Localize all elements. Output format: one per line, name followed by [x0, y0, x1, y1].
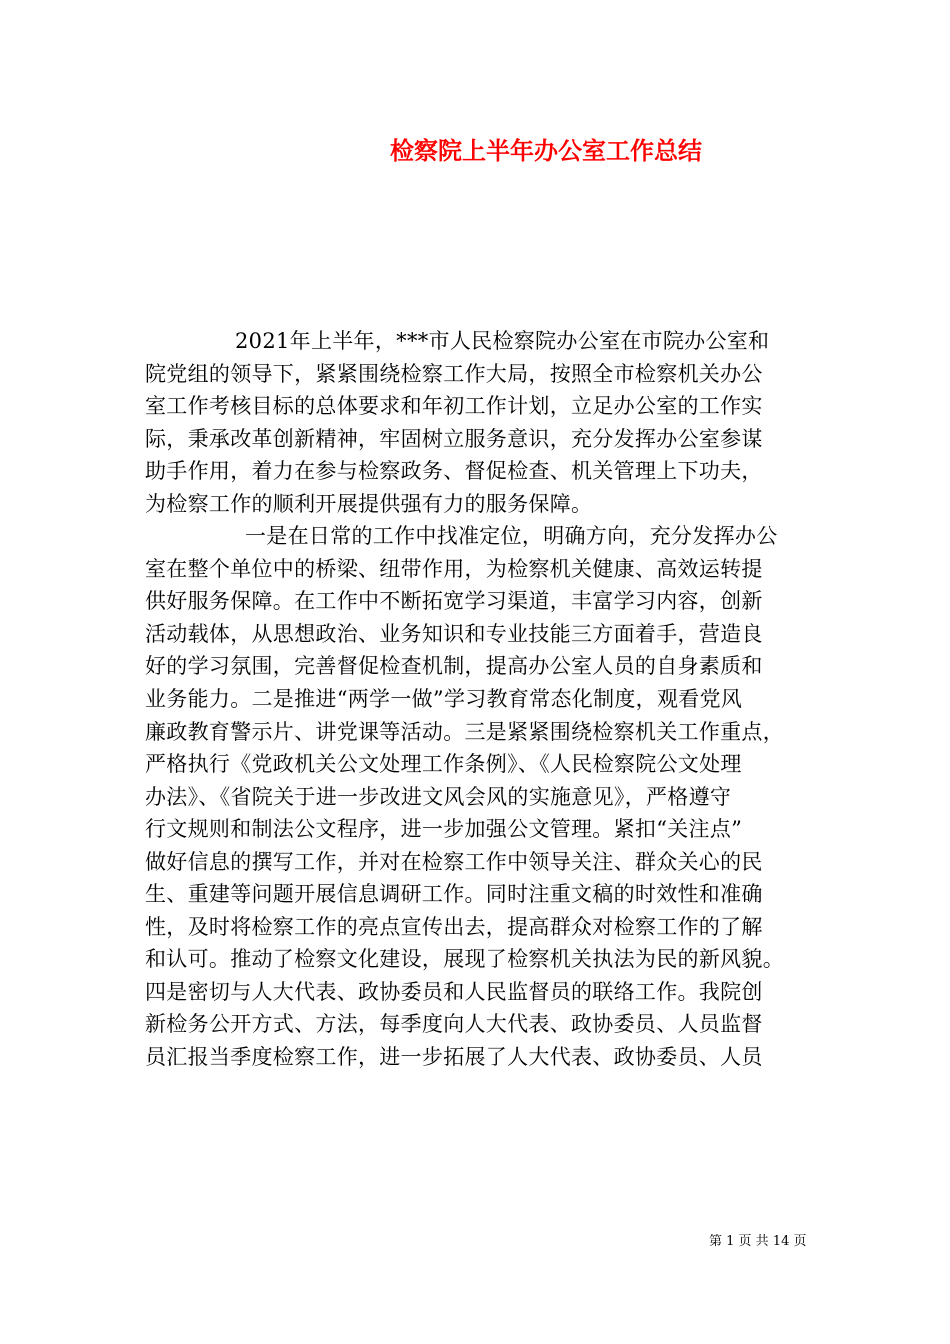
document-body	[145, 325, 820, 1074]
paragraph-line: 际，秉承改革创新精神，牢固树立服务意识，充分发挥办公室参谋	[145, 426, 763, 451]
paragraph-line: 室在整个单位中的桥梁、纽带作用，为检察机关健康、高效运转提	[145, 556, 763, 581]
paragraph-line: 行文规则和制法公文程序，进一步加强公文管理。紧扣“关注点”	[145, 817, 743, 842]
paragraph-line: 好的学习氛围，完善督促检查机制，提高办公室人员的自身素质和	[145, 654, 763, 679]
paragraph-line: 助手作用，着力在参与检察政务、督促检查、机关管理上下功夫，	[145, 459, 763, 484]
document-title: 检察院上半年办公室工作总结	[390, 137, 702, 165]
page-number-footer: 第 1 页 共 14 页	[709, 1234, 807, 1249]
paragraph-line: 四是密切与人大代表、政协委员和人民监督员的联络工作。我院创	[145, 979, 763, 1004]
paragraph-line: 严格执行《党政机关公文处理工作条例》、《人民检察院公文处理	[145, 752, 742, 777]
paragraph-line: 员汇报当季度检察工作，进一步拓展了人大代表、政协委员、人员	[145, 1045, 763, 1070]
paragraph-line: 和认可。推动了检察文化建设，展现了检察机关执法为民的新风貌。	[145, 947, 784, 972]
paragraph-line: 院党组的领导下，紧紧围绕检察工作大局，按照全市检察机关办公	[145, 361, 763, 386]
paragraph-line: 廉政教育警示片、讲党课等活动。三是紧紧围绕检察机关工作重点，	[145, 719, 784, 744]
paragraph-line: 办法》、《省院关于进一步改进文风会风的实施意见》，严格遵守	[145, 784, 732, 809]
paragraph-line: 2021年上半年，***市人民检察院办公室在市院办公室和	[235, 329, 770, 353]
paragraph-line: 室工作考核目标的总体要求和年初工作计划，立足办公室的工作实	[145, 394, 763, 419]
paragraph-line: 一是在日常的工作中找准定位，明确方向，充分发挥办公	[245, 524, 778, 549]
paragraph-line: 新检务公开方式、方法，每季度向人大代表、政协委员、人员监督	[145, 1012, 763, 1037]
paragraph-line: 生、重建等问题开展信息调研工作。同时注重文稿的时效性和准确	[145, 882, 763, 907]
paragraph-line: 活动载体，从思想政治、业务知识和专业技能三方面着手，营造良	[145, 621, 763, 646]
paragraph-line: 做好信息的撰写工作，并对在检察工作中领导关注、群众关心的民	[145, 849, 763, 874]
paragraph-line: 性，及时将检察工作的亮点宣传出去，提高群众对检察工作的了解	[145, 914, 763, 939]
paragraph-line: 业务能力。二是推进“两学一做”学习教育常态化制度，观看党风	[145, 687, 743, 712]
paragraph-line: 供好服务保障。在工作中不断拓宽学习渠道，丰富学习内容，创新	[145, 589, 763, 614]
paragraph-line: 为检察工作的顺利开展提供强有力的服务保障。	[145, 491, 593, 516]
